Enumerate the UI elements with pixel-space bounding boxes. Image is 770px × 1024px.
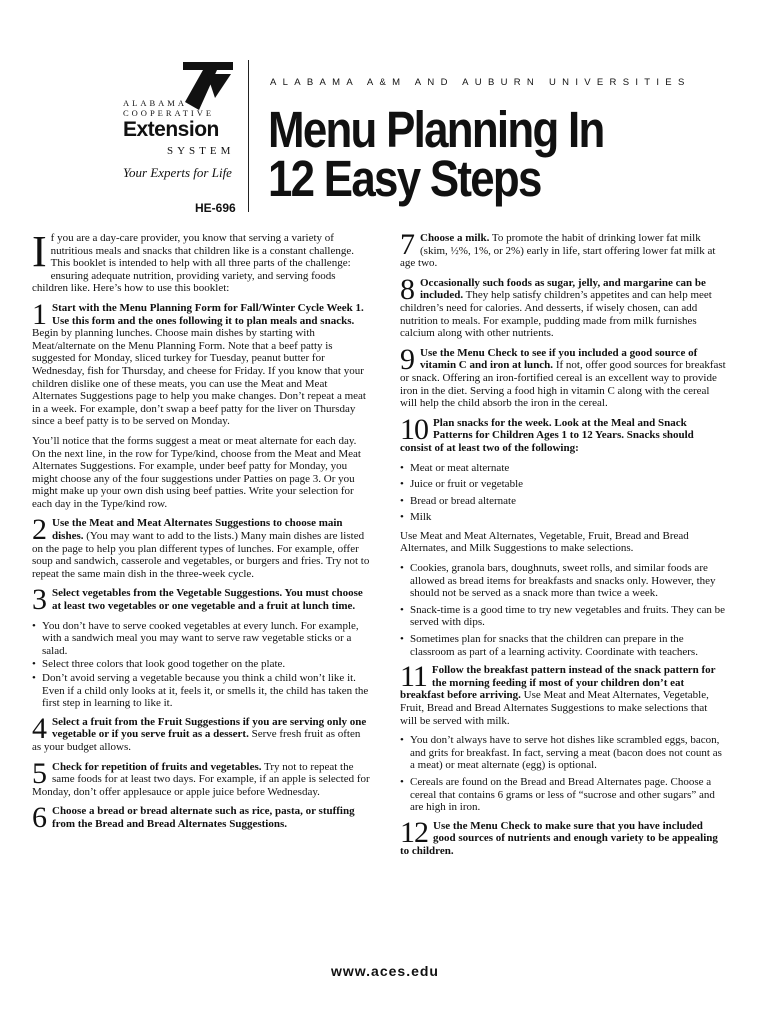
step-7 [400, 228, 726, 270]
list-item: • Sometimes plan for snacks that the children can prepare in the classroom as part of a learning activity. Coordinate with teachers. [400, 633, 726, 658]
step-4 [32, 711, 370, 754]
document-code: HE-696 [195, 201, 236, 215]
step-2 [32, 513, 370, 580]
step-3 [32, 583, 370, 617]
website-link[interactable]: www.aces.edu [331, 963, 439, 979]
step-number: 5 [32, 756, 47, 790]
step-10-bullets [400, 562, 726, 658]
step-heading: Select vegetables from the Vegetable Suggestions. You must choose at least two vegetables or one vegetable and a fruit at lunch time. [52, 587, 363, 613]
step-heading: Select a fruit from the Fruit Suggestions if you are serving only one vegetable or if you serve fruit as a dessert. [52, 715, 367, 741]
list-item: • Cookies, granola bars, doughnuts, sweet rolls, and similar foods are allowed as bread items for breakfasts and snacks only. However, they should not be served as a snack more than twice a week. [400, 562, 726, 600]
step-3-bullets [32, 620, 370, 710]
list-item: • Milk [400, 511, 726, 524]
step-heading: Occasionally such foods as sugar, jelly, and margarine can be included. [420, 276, 706, 302]
page-title-line2: 12 Easy Steps [268, 150, 541, 207]
step-5 [32, 756, 370, 799]
step-number: 11 [400, 660, 427, 694]
list-item: • Select three colors that look good together on the plate. [32, 658, 370, 671]
step-heading: Use the Menu Check to see if you included a good source of vitamin C and iron at lunch. [420, 346, 698, 372]
step-1 [32, 297, 370, 428]
step-heading: Use the Meat and Meat Alternates Suggestions to choose main dishes. [52, 517, 343, 543]
logo-extension: Extension [123, 118, 219, 141]
step-8 [400, 272, 726, 340]
step-body: They help satisfy children’s appetites and can help meet children’s need for calories. And desserts, if wisely chosen, can add nutrition to meals. For example, pudding made from milk furnishes calcium along with other nutrients. [400, 289, 712, 340]
step-10 [400, 412, 726, 455]
step-heading: Choose a bread or bread alternate such as rice, pasta, or stuffing from the Bread and Bread Alternates Suggestions. [52, 805, 355, 830]
header-divider [248, 60, 249, 212]
extension-logo [95, 62, 245, 222]
list-item: • Don’t avoid serving a vegetable because you think a child won’t like it. Even if a child only looks at it, feels it, or smells it, the child has taken the first step in learning to like it. [32, 672, 370, 710]
step-heading: Use the Menu Check to make sure that you have included good sources of nutrients and enough variety to be appealing to children. [400, 819, 718, 857]
step-heading: Choose a milk. [420, 232, 490, 244]
list-item: • Snack-time is a good time to try new vegetables and fruits. They can be served with dips. [400, 604, 726, 629]
step-number: 12 [400, 815, 428, 849]
step-body: Use Meat and Meat Alternates, Vegetable, Fruit, Bread and Bread Alternates Suggestions to make selections that will be served with milk. [400, 689, 709, 727]
step-number: 10 [400, 412, 428, 446]
step-heading: Check for repetition of fruits and vegetables. [52, 760, 262, 773]
list-item: • You don’t always have to serve hot dishes like scrambled eggs, bacon, and grits for breakfast. In fact, serving a meat (bacon does not count as a meat) or meat alternate (egg) is optional. [400, 734, 726, 772]
intro-paragraph: If you are a day-care provider, you know that serving a variety of nutritious meals and snacks that children like is a constant challenge. This booklet is intended to help with all three parts of the challenge: ensuring adequate nutrition, providing variety, and serving foods children like. Here’s how to use this booklet: [32, 227, 354, 295]
step-body: Serve fresh fruit as often as your budget allows. [32, 728, 361, 753]
step-body: If not, offer good sources for breakfast or snack. Offering an iron-fortified cereal is an excellent way to provide iron in the diet. Serving a food high in vitamin C along with the cereal will help the child absorb the iron in the cereal. [400, 359, 726, 410]
step-10-text: Use Meat and Meat Alternates, Vegetable, Fruit, Bread and Bread Alternates, and Milk Suggestions to make selections. [400, 529, 689, 555]
step-heading: Plan snacks for the week. Look at the Meal and Snack Patterns for Children Ages 1 to 12 Years. Snacks should consist of at least two of the following: [400, 416, 694, 454]
logo-system: SYSTEM [167, 145, 235, 157]
step-12 [400, 815, 726, 858]
step-number: 4 [32, 711, 47, 745]
step-body: To promote the habit of drinking lower fat milk (skim, ½%, 1%, or 2%) early in life, start offering lower fat milk at age two. [400, 232, 716, 270]
list-item: • Cereals are found on the Bread and Bread Alternates page. Choose a cereal that contains 6 grams or less of “sucrose and other sugars” and are high in iron. [400, 776, 726, 814]
step-10-items [400, 462, 726, 524]
list-item: • Bread or bread alternate [400, 495, 726, 508]
universities-banner: ALABAMA A&M AND AUBURN UNIVERSITIES [270, 77, 691, 88]
step-heading: Follow the breakfast pattern instead of the snack pattern for the morning feeding if most of your children don’t eat breakfast before arriving. [400, 664, 716, 702]
list-item: • You don’t have to serve cooked vegetables at every lunch. For example, with a sandwich meal you may want to serve raw vegetable sticks or a salad. [32, 620, 370, 658]
logo-cooperative: COOPERATIVE [123, 108, 215, 118]
step-9 [400, 342, 726, 410]
step-11-bullets [400, 734, 726, 814]
step-body: Try not to repeat the same foods for at least two days. For example, if an apple is selected for Monday, don’t offer applesauce or apple juice before Wednesday. [32, 760, 370, 798]
step-11 [400, 660, 726, 727]
list-item: • Juice or fruit or vegetable [400, 478, 726, 491]
list-item: • Meat or meat alternate [400, 462, 726, 475]
step-heading: Start with the Menu Planning Form for Fall/Winter Cycle Week 1. Use this form and the ones following it to plan meals and snacks. [52, 301, 364, 327]
drop-cap: I [32, 227, 47, 276]
step-6 [32, 801, 370, 835]
step-1-extra: You’ll notice that the forms suggest a meat or meat alternate for each day. On the next line, in the row for Type/kind, choose from the Meat and Meat Alternates Suggestions. For example, under beef patty for Monday, you might choose any of the four suggestions under Patties on page 3. Or you might make up your own dish using beef patties. Write your selection for each day in the Type/kind row. [32, 434, 361, 510]
step-number: 7 [400, 228, 415, 261]
logo-tagline: Your Experts for Life [123, 165, 232, 180]
page-title-line1: Menu Planning In [268, 101, 604, 158]
step-number: 8 [400, 272, 415, 306]
step-body: (You may want to add to the lists.) Many main dishes are listed on the page to help you plan different types of lunches. For example, offer soup and sandwich, casserole and vegetables, or burgers and fries. Try not to repeat the same main dish in the three-week cycle. [32, 530, 370, 580]
step-number: 1 [32, 297, 47, 331]
step-number: 9 [400, 342, 415, 376]
step-number: 2 [32, 513, 47, 547]
left-column [32, 227, 370, 838]
step-number: 3 [32, 583, 47, 617]
right-column [400, 228, 726, 865]
step-number: 6 [32, 801, 47, 835]
step-body: Begin by planning lunches. Choose main dishes by starting with Meat/alternate on the Menu Planning Form. Note that a beef patty is suggested for Monday, sliced turkey for Tuesday, peanut butter for Wednesday, fish for Thursday, and cheese for Friday. If you know that your children dislike one of these meats, you can use the Meat and Meat Alternates Suggestions page to help you make changes. Don’t repeat a meat in a week. For example, don’t swap a beef patty for the liver on Thursday since a beef patty is to be served on Monday. [32, 327, 366, 428]
logo-alabama: ALABAMA [123, 98, 187, 108]
